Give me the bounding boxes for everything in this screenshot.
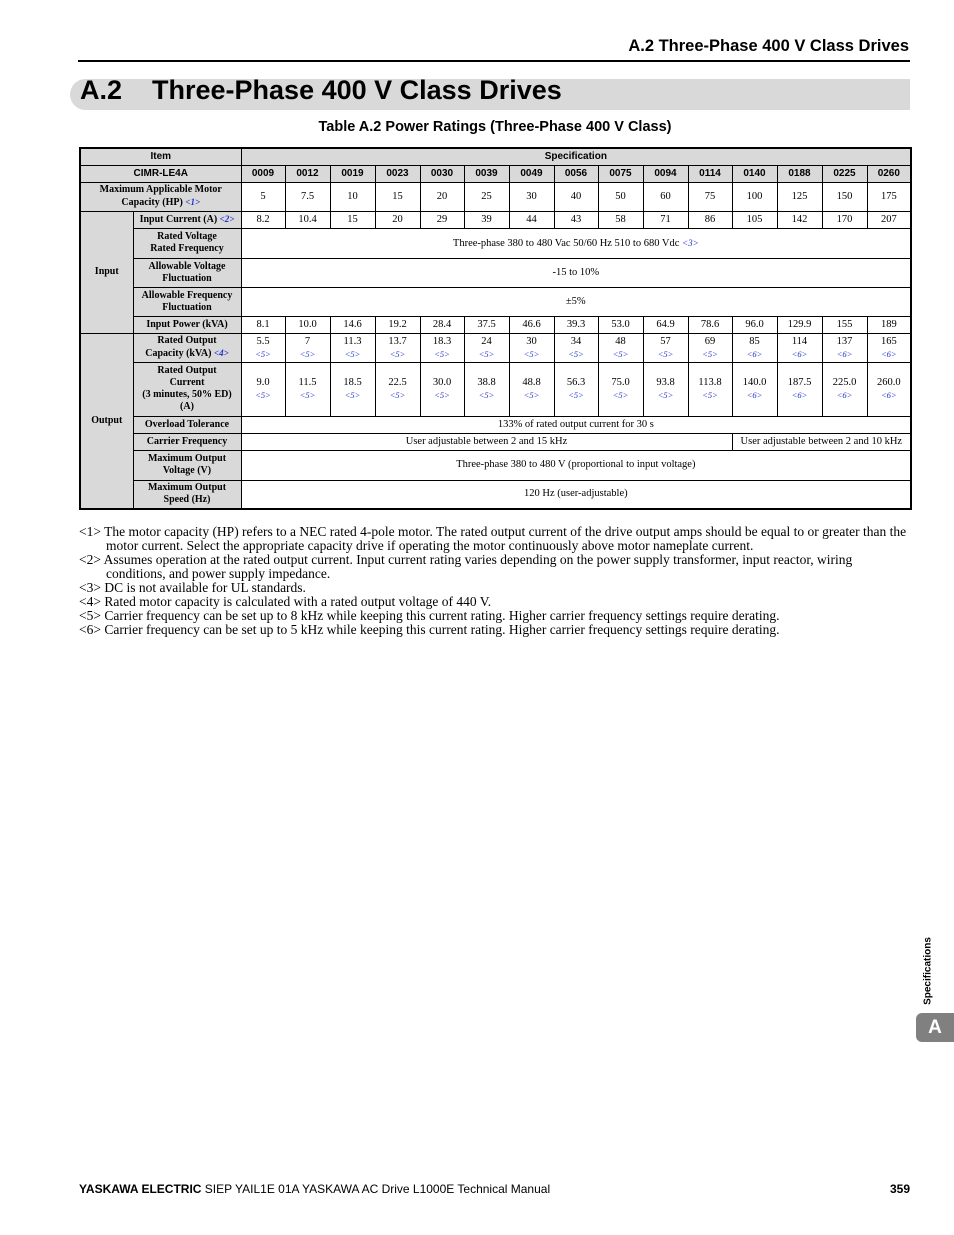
note-ref: <5> [389, 348, 406, 359]
frequency-fluctuation-row [80, 287, 911, 316]
max-speed-label: Maximum Output Speed (Hz) [133, 480, 241, 509]
model-code: 0009 [241, 165, 285, 182]
value-cell: 11.3 <5> [330, 333, 375, 362]
note-ref: <4> [213, 348, 229, 358]
header-rule [78, 60, 910, 62]
value-cell: 15 [375, 182, 420, 211]
input-group-label: Input [80, 211, 133, 333]
model-code: 0019 [330, 165, 375, 182]
value-cell: 25 [464, 182, 509, 211]
value-cell: 39 [464, 211, 509, 228]
value-cell: 20 [375, 211, 420, 228]
note-ref: <5> [299, 348, 316, 359]
model-code: 0056 [554, 165, 598, 182]
value-cell: 14.6 [330, 316, 375, 333]
note-ref: <6> [791, 348, 808, 359]
value-cell: 57 <5> [643, 333, 688, 362]
carrier-value-a: User adjustable between 2 and 15 kHz [241, 433, 732, 450]
value-cell: 105 [732, 211, 777, 228]
value-cell: 53.0 [598, 316, 643, 333]
page-number: 359 [889, 1182, 910, 1196]
footnote: <3> DC is not available for UL standards. [79, 580, 306, 595]
model-code: 0140 [732, 165, 777, 182]
note-ref: <6> [791, 390, 808, 400]
max-speed-value: 120 Hz (user-adjustable) [241, 480, 911, 509]
value-cell: 175 [867, 182, 911, 211]
model-code: 0188 [777, 165, 822, 182]
value-cell: 58 [598, 211, 643, 228]
value-cell: 30 [509, 182, 554, 211]
note-ref: <5> [344, 348, 361, 359]
model-code: 0049 [509, 165, 554, 182]
value-cell: 10.0 [285, 316, 330, 333]
value-cell: 11.5 <5> [285, 362, 330, 416]
rated-voltage-row [80, 228, 911, 258]
max-voltage-row [80, 450, 911, 480]
value-cell: 48.8 <5> [509, 362, 554, 416]
footnote: <1> The motor capacity (HP) refers to a NEC rated 4-pole motor. The rated output current of the drive output amps should be equal to or greater than the motor current. Select the appropriate capacity drive if operating the motor continuously above motor nameplate current. [79, 524, 907, 553]
value-cell: 40 [554, 182, 598, 211]
value-cell: 15 [330, 211, 375, 228]
footnote: <2> Assumes operation at the rated output current. Input current rating varies depending on the power supply transformer, input reactor, wiring conditions, and power supply impedance. [79, 552, 853, 581]
output-capacity-row [80, 333, 911, 362]
note-ref: <5> [523, 348, 540, 359]
note-ref: <5> [702, 390, 718, 400]
value-cell: 39.3 [554, 316, 598, 333]
value-cell: 38.8 <5> [464, 362, 509, 416]
model-code: 0225 [822, 165, 867, 182]
value-cell: 13.7 <5> [375, 333, 420, 362]
value-cell: 37.5 [464, 316, 509, 333]
overload-row [80, 416, 911, 433]
value-cell: 113.8 <5> [688, 362, 732, 416]
frequency-fluctuation-label: Allowable Frequency Fluctuation [133, 287, 241, 316]
value-cell: 64.9 [643, 316, 688, 333]
value-cell: 150 [822, 182, 867, 211]
overload-label: Overload Tolerance [133, 416, 241, 433]
carrier-value-b: User adjustable between 2 and 10 kHz [732, 433, 911, 450]
note-ref: <5> [434, 390, 450, 400]
note-ref: <5> [657, 390, 674, 400]
input-current-row [80, 211, 911, 228]
footer-doc-title: SIEP YAIL1E 01A YASKAWA AC Drive L1000E Technical Manual [201, 1182, 551, 1196]
value-cell: 22.5 <5> [375, 362, 420, 416]
value-cell: 34 <5> [554, 333, 598, 362]
footnote: <4> Rated motor capacity is calculated with a rated output voltage of 440 V. [79, 594, 492, 609]
note-ref: <1> [185, 197, 201, 207]
note-ref: <5> [702, 348, 718, 359]
value-cell: 19.2 [375, 316, 420, 333]
value-cell: 5 [241, 182, 285, 211]
value-cell: 5.5 <5> [241, 333, 285, 362]
model-code: 0094 [643, 165, 688, 182]
note-ref: <3> [682, 237, 699, 248]
value-cell: 9.0 <5> [241, 362, 285, 416]
value-cell: 129.9 [777, 316, 822, 333]
max-voltage-label: Maximum Output Voltage (V) [133, 450, 241, 480]
footnote: <6> Carrier frequency can be set up to 5 kHz while keeping this current rating. Higher carrier frequency settings require derating. [79, 622, 780, 637]
value-cell: 75 [688, 182, 732, 211]
value-cell: 140.0 <6> [732, 362, 777, 416]
value-cell: 18.3 <5> [420, 333, 464, 362]
note-ref: <5> [255, 390, 271, 400]
output-current-row [80, 362, 911, 416]
value-cell: 46.6 [509, 316, 554, 333]
value-cell: 100 [732, 182, 777, 211]
max-motor-label: Maximum Applicable Motor Capacity (HP) <1> [80, 182, 241, 211]
note-ref: <5> [389, 390, 406, 400]
note-ref: <5> [344, 390, 361, 400]
model-code: 0114 [688, 165, 732, 182]
voltage-fluctuation-row [80, 258, 911, 287]
note-ref: <5> [255, 348, 271, 359]
model-label: CIMR-LE4A [80, 165, 241, 182]
value-cell: 187.5 <6> [777, 362, 822, 416]
running-header: A.2 Three-Phase 400 V Class Drives [628, 37, 909, 55]
value-cell: 71 [643, 211, 688, 228]
power-ratings-table [79, 147, 912, 510]
model-code: 0023 [375, 165, 420, 182]
note-ref: <6> [746, 348, 763, 359]
note-ref: <5> [523, 390, 540, 400]
value-cell: 69 <5> [688, 333, 732, 362]
output-capacity-label: Rated Output Capacity (kVA) <4> [133, 333, 241, 362]
model-code: 0075 [598, 165, 643, 182]
value-cell: 260.0 <6> [867, 362, 911, 416]
note-ref: <6> [836, 348, 853, 359]
note-ref: <5> [612, 348, 629, 359]
note-ref: <6> [880, 390, 897, 400]
model-row [80, 165, 911, 182]
value-cell: 10.4 [285, 211, 330, 228]
value-cell: 48 <5> [598, 333, 643, 362]
value-cell: 29 [420, 211, 464, 228]
value-cell: 137 <6> [822, 333, 867, 362]
value-cell: 85 <6> [732, 333, 777, 362]
footer-brand: YASKAWA ELECTRIC [79, 1182, 202, 1196]
note-ref: <5> [612, 390, 629, 400]
input-current-label: Input Current (A) <2> [133, 211, 241, 228]
note-ref: <5> [299, 390, 316, 400]
note-ref: <5> [478, 390, 495, 400]
model-code: 0039 [464, 165, 509, 182]
value-cell: 50 [598, 182, 643, 211]
max-motor-row [80, 182, 911, 211]
value-cell: 10 [330, 182, 375, 211]
value-cell: 155 [822, 316, 867, 333]
table-caption: Table A.2 Power Ratings (Three-Phase 400 V Class) [318, 119, 672, 135]
note-ref: <5> [434, 348, 450, 359]
value-cell: 189 [867, 316, 911, 333]
max-voltage-value: Three-phase 380 to 480 V (proportional to input voltage) [241, 450, 911, 480]
page-footer [79, 1182, 910, 1196]
max-speed-row [80, 480, 911, 509]
value-cell: 86 [688, 211, 732, 228]
value-cell: 207 [867, 211, 911, 228]
model-code: 0260 [867, 165, 911, 182]
note-ref: <6> [836, 390, 853, 400]
value-cell: 44 [509, 211, 554, 228]
value-cell: 75.0 <5> [598, 362, 643, 416]
spec-header: Specification [241, 148, 911, 165]
rated-voltage-label: Rated Voltage Rated Frequency [133, 228, 241, 258]
voltage-fluctuation-label: Allowable Voltage Fluctuation [133, 258, 241, 287]
value-cell: 30.0 <5> [420, 362, 464, 416]
value-cell: 78.6 [688, 316, 732, 333]
value-cell: 8.1 [241, 316, 285, 333]
model-code: 0030 [420, 165, 464, 182]
value-cell: 170 [822, 211, 867, 228]
output-current-label: Rated Output Current (3 minutes, 50% ED) (A) [133, 362, 241, 416]
footnotes [79, 525, 911, 637]
value-cell: 28.4 [420, 316, 464, 333]
value-cell: 18.5 <5> [330, 362, 375, 416]
value-cell: 60 [643, 182, 688, 211]
note-ref: <5> [657, 348, 674, 359]
note-ref: <5> [478, 348, 495, 359]
voltage-fluctuation-value: -15 to 10% [241, 258, 911, 287]
value-cell: 43 [554, 211, 598, 228]
value-cell: 225.0 <6> [822, 362, 867, 416]
value-cell: 24 <5> [464, 333, 509, 362]
value-cell: 96.0 [732, 316, 777, 333]
value-cell: 7.5 [285, 182, 330, 211]
note-ref: <5> [568, 348, 584, 359]
value-cell: 114 <6> [777, 333, 822, 362]
carrier-label: Carrier Frequency [133, 433, 241, 450]
note-ref: <5> [568, 390, 584, 400]
value-cell: 7 <5> [285, 333, 330, 362]
footnote: <5> Carrier frequency can be set up to 8 kHz while keeping this current rating. Higher carrier frequency settings require derating. [79, 608, 780, 623]
value-cell: 30 <5> [509, 333, 554, 362]
note-ref: <6> [746, 390, 763, 400]
value-cell: 20 [420, 182, 464, 211]
value-cell: 93.8 <5> [643, 362, 688, 416]
rated-voltage-value: Three-phase 380 to 480 Vac 50/60 Hz 510 to 680 Vdc <3> [241, 228, 911, 258]
note-ref: <2> [219, 214, 235, 224]
carrier-row [80, 433, 911, 450]
value-cell: 56.3 <5> [554, 362, 598, 416]
appendix-tab: A [916, 1013, 954, 1042]
overload-value: 133% of rated output current for 30 s [241, 416, 911, 433]
note-ref: <6> [880, 348, 897, 359]
value-cell: 8.2 [241, 211, 285, 228]
input-power-row [80, 316, 911, 333]
item-header: Item [80, 148, 241, 165]
model-code: 0012 [285, 165, 330, 182]
frequency-fluctuation-value: ±5% [241, 287, 911, 316]
value-cell: 165 <6> [867, 333, 911, 362]
value-cell: 125 [777, 182, 822, 211]
section-title: A.2 Three-Phase 400 V Class Drives [80, 75, 562, 105]
table-header-row [80, 148, 911, 165]
input-power-label: Input Power (kVA) [133, 316, 241, 333]
side-label: Specifications [922, 937, 934, 1005]
value-cell: 142 [777, 211, 822, 228]
output-group-label: Output [80, 333, 133, 509]
